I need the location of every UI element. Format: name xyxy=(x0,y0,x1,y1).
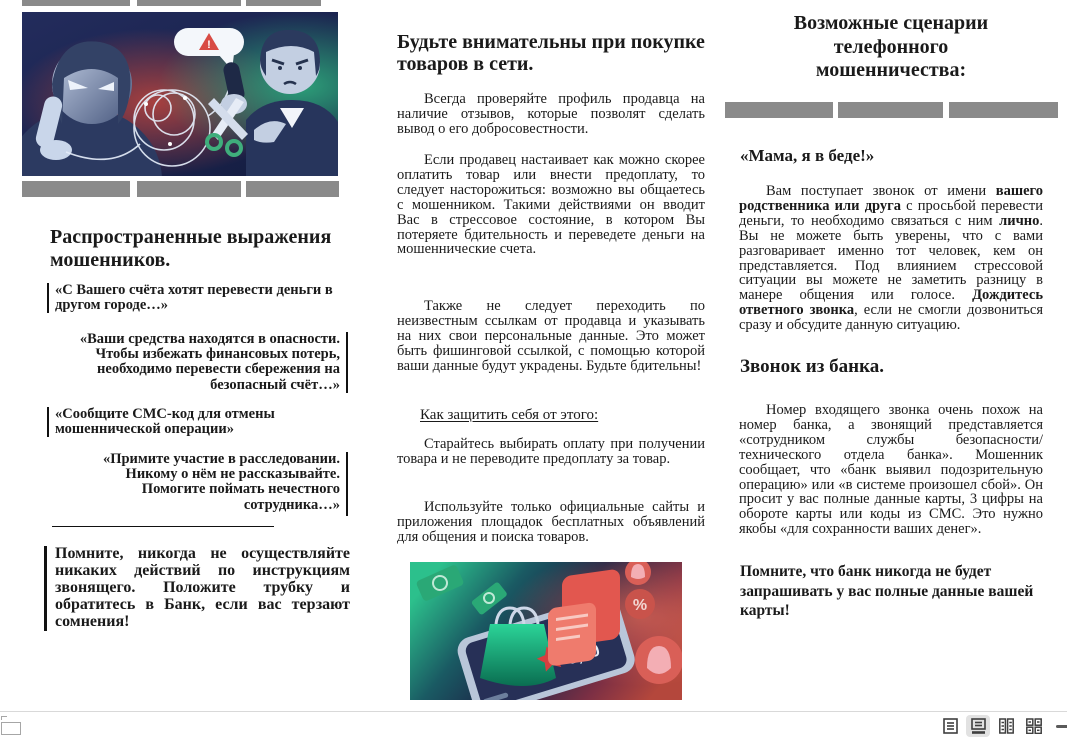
redaction-bar xyxy=(137,0,241,6)
svg-text:%: % xyxy=(632,597,648,614)
divider-line xyxy=(52,526,274,527)
protect-subheading: Как защитить себя от этого: xyxy=(420,407,599,423)
multi-page-view-button[interactable] xyxy=(1022,715,1046,737)
redaction-bar xyxy=(725,102,833,118)
scenario2-title: Звонок из банка. xyxy=(740,356,884,377)
next-page-placeholder xyxy=(1,722,21,735)
view-status-bar xyxy=(938,715,1067,737)
redaction-bar xyxy=(22,0,130,6)
redaction-bar xyxy=(246,0,321,6)
redaction-bar xyxy=(137,181,241,197)
right-column-heading: Возможные сценарии телефонного мошенничества: xyxy=(793,12,989,81)
scam-quote: «Ваши средства находятся в опасности. Чтобы избежать финансовых потерь, необходимо перевести сбережения на безопасный счёт…» xyxy=(67,332,348,393)
online-shopping-scam-illustration xyxy=(410,562,682,700)
next-page-corner xyxy=(1,716,7,720)
scam-quote: «Сообщите СМС-код для отмены мошеннической операции» xyxy=(47,407,347,437)
single-page-view-button[interactable] xyxy=(938,715,962,737)
redaction-bar xyxy=(22,181,130,197)
scenario1-title: «Мама, я в беде!» xyxy=(740,146,875,165)
zoom-out-button[interactable] xyxy=(1056,725,1067,728)
middle-column-heading: Будьте внимательны при покупке товаров в сети. xyxy=(397,31,705,75)
page-boundary-line xyxy=(0,711,1067,712)
print-layout-view-button[interactable] xyxy=(966,715,990,737)
scenario1-paragraph: Вам поступает звонок от имени вашего родственника или друга с просьбой перевести деньги, то необходимо связаться с ним лично. Вы не можете быть уверены, что с вами разговаривает именно тот человек, кем он представляется. Под влиянием стрессовой ситуации вы можете не заметить разницу в манере общения или голосе. Дождитесь ответного звонка, если не смогли дозвониться сразу и обсудите данную ситуацию. xyxy=(739,183,1043,334)
redaction-bar xyxy=(838,102,943,118)
paragraph: Также не следует переходить по неизвестным ссылкам от продавца и указывать на них свои персональные данные. Это может быть фишинговой ссылкой, с помощью которой ваши данные будут украдены. Будьте бдительны! xyxy=(397,298,705,374)
paragraph: Если продавец настаивает как можно скорее оплатить товар или внести предоплату, то следует насторожиться: возможно вы общаетесь с мошенником. Такими действиями он вводит Вас в стрессовое состояние, в котором Вы потеряете бдительность и переведете деньги на мошеннические счета. xyxy=(397,152,705,258)
left-column-warning: Помните, никогда не осуществляйте никаких действий по инструкциям звонящего. Положите трубку и обратитесь в Банк, если вас терзают сомнения! xyxy=(44,546,350,631)
paragraph: Всегда проверяйте профиль продавца на наличие отзывов, которые позволят сделать вывод о его добросовестности. xyxy=(397,91,705,137)
percent-icon xyxy=(625,589,655,619)
scam-call-illustration xyxy=(22,12,338,176)
scenario2-paragraph: Номер входящего звонка очень похож на номер банка, а звонящий представляется «сотрудником службы безопасности/ технического отдела банка». Мошенник сообщает, что «банк выявил подозрительную операцию» или «в системе произошел сбой». Он просит у вас полные данные карты, 3 цифры на обороте карты или коды из СМС. Это нужно якобы «для сохранности ваших денег». xyxy=(739,402,1043,538)
left-column-heading: Распространенные выражения мошенников. xyxy=(50,226,332,271)
tip-paragraph: Старайтесь выбирать оплату при получении товара и не переводите предоплату за товар. xyxy=(397,436,705,467)
scam-quote: «Примите участие в расследовании. Никому о нём не рассказывайте. Помогите поймать нечестного сотрудника…» xyxy=(67,452,348,516)
tip-paragraph: Используйте только официальные сайты и приложения площадок бесплатных объявлений для общения и поиска товаров. xyxy=(397,499,705,545)
svg-text:!: ! xyxy=(207,39,211,51)
redaction-bar xyxy=(949,102,1058,118)
right-column-warning: Помните, что банк никогда не будет запрашивать у вас полные данные вашей карты! xyxy=(740,563,1034,619)
redaction-bar xyxy=(246,181,339,197)
two-page-view-button[interactable] xyxy=(994,715,1018,737)
scam-quote: «С Вашего счёта хотят перевести деньги в другом городе…» xyxy=(47,283,347,313)
